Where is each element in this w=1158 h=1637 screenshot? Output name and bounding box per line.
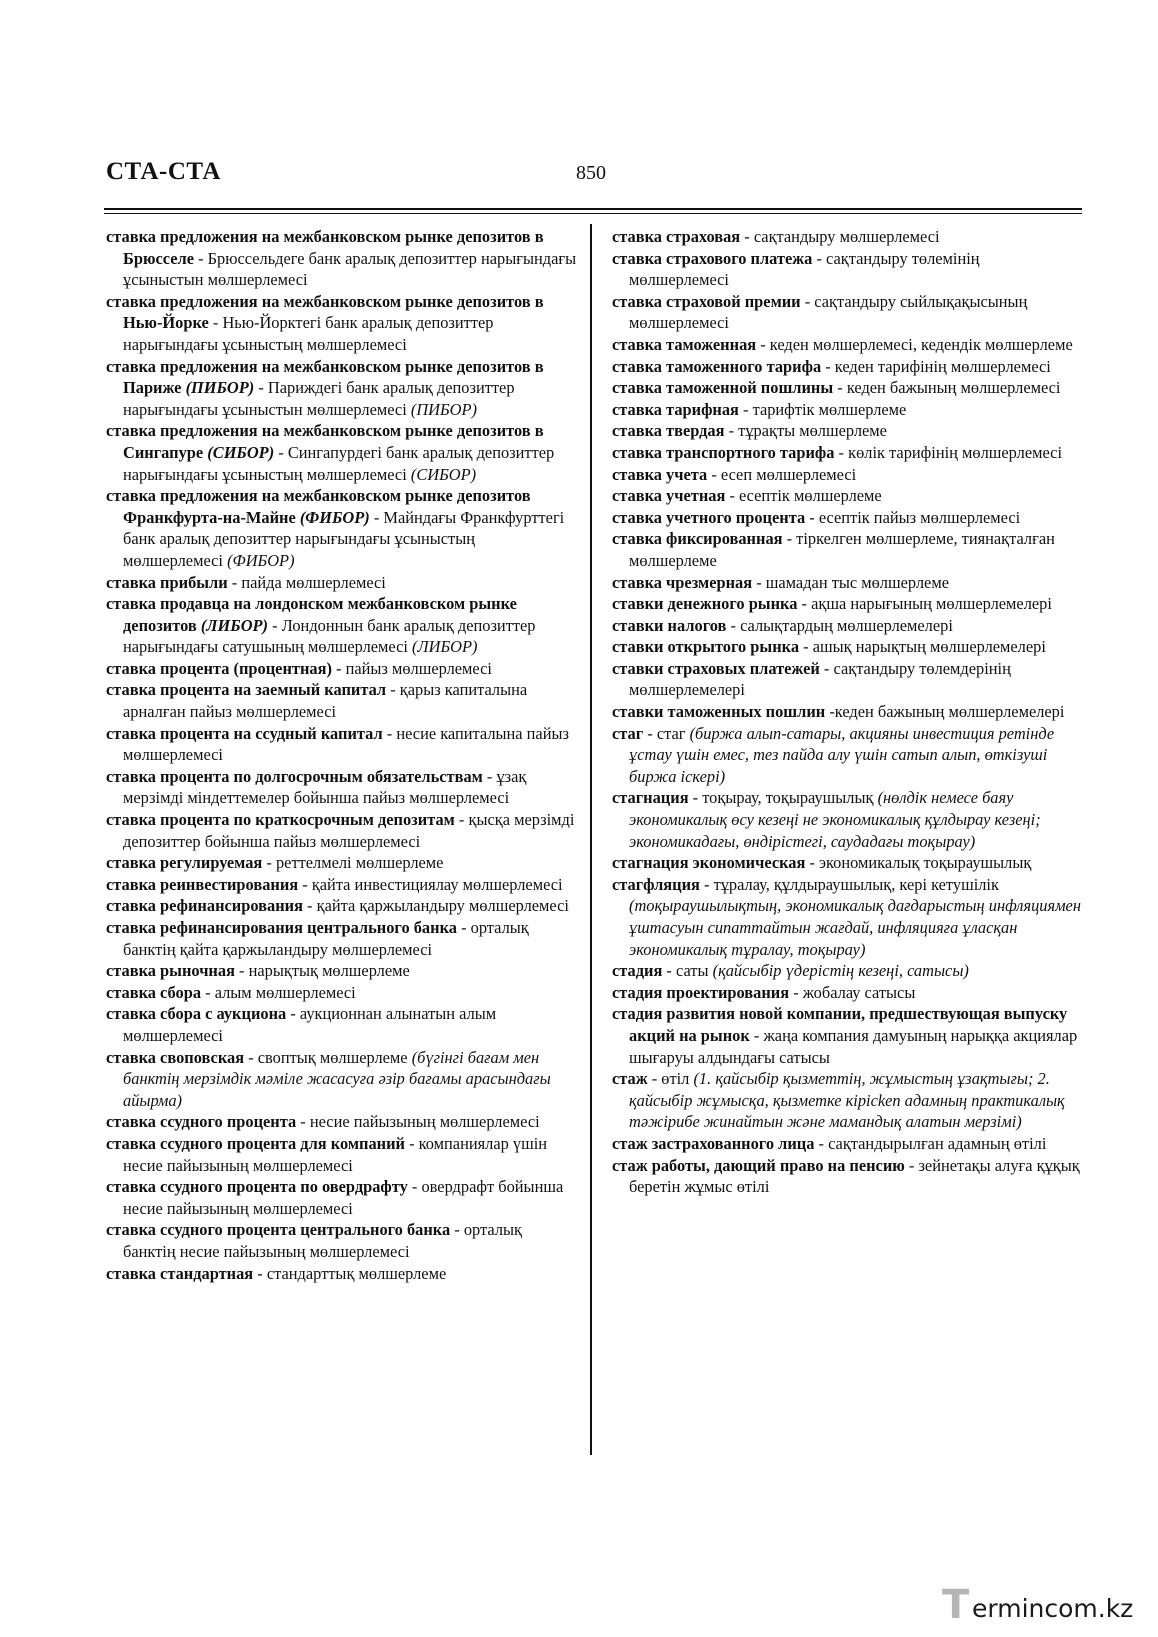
entry-headword: стагфляция [612,874,700,894]
dictionary-entry [612,1068,1082,1133]
entry-definition: своптық мөлшерлеме [257,1047,408,1067]
entry-definition: Майндағы Франкфурттегі банк аралық депозиттер нарығындағы ұсыныстың мөлшерлемесі [123,507,565,570]
entry-separator: - [404,1133,419,1153]
column-divider [590,224,592,1455]
dictionary-entry [106,917,578,960]
entry-note: (қайсыбір үдерістің кезеңі, сатысы) [712,961,969,981]
dictionary-entry [106,679,578,722]
entry-separator: - [726,615,741,635]
entry-headword: ставка рефинансирования центрального банка [106,918,457,937]
entry-definition: несие капиталына пайыз мөлшерлемесі [123,723,569,765]
entry-definition: несие пайызының мөлшерлемесі [309,1112,540,1132]
entry-headword: ставка тарифная [612,399,739,419]
entry-definition: пайыз мөлшерлемесі [345,658,492,678]
entry-definition: тіркелген мөлшерлеме, тиянақталған мөлшерлеме [629,529,1055,570]
entry-separator: - [699,874,714,894]
entry-headword: ставки открытого рынка [612,637,800,657]
entry-headword: ставка процента на ссудный капитал [106,723,383,743]
entry-headword: ставка ссудного процента по овердрафту [106,1177,408,1197]
entry-note: (нөлдік немесе баяу экономикалық өсу кезеңі не экономикалық құлдырау кезеңі; экономикадағы, өндірістегі, саудадағы тоқырау) [629,788,1041,851]
entry-headword: стагнация экономическая [612,853,806,873]
entry-definition: қысқа мерзімді депозиттер бойынша пайыз мөлшерлемесі [123,810,575,851]
dictionary-entry [612,572,1082,594]
entry-separator: - [821,356,835,376]
entry-definition: салықтардың мөлшерлемелері [740,615,953,635]
entry-definition: ашық нарықтың мөлшерлемелері [812,637,1046,657]
dictionary-entry [106,874,578,896]
entry-definition: алым мөлшерлемесі [214,982,356,1002]
entry-separator: - [814,1133,829,1153]
entry-separator: - [274,442,288,462]
entry-headword: ставка фиксированная [612,529,783,549]
entry-separator: - [201,982,215,1002]
dictionary-entry [612,1155,1082,1198]
entry-note: (СИБОР) [410,464,477,484]
entry-definition: қайта қаржыландыру мөлшерлемесі [316,896,569,916]
entry-separator: - [904,1155,919,1175]
entry-separator: - [738,399,753,419]
entry-separator: - [369,507,384,527]
entry-separator: - [752,572,766,592]
entry-separator: - [662,961,676,981]
entry-separator: - [331,658,346,678]
entry-separator: - [386,680,400,700]
entry-definition: саты [675,961,709,981]
dictionary-entry [106,658,578,680]
page-header-title: СТА-СТА [106,158,221,185]
entry-headword: ставка учетная [612,486,726,506]
entry-separator: - [482,766,497,786]
entry-separator: - [812,248,826,268]
entry-headword: ставка предложения на межбанковском рынке депозитов в Брюсселе [106,227,544,268]
dictionary-entry [612,507,1082,529]
dictionary-entry [106,420,578,485]
entry-note: (ПИБОР) [410,399,477,419]
entry-separator: - [296,1112,310,1132]
dictionary-entry [106,1219,578,1262]
dictionary-entry [612,1133,1082,1155]
entry-separator: - [724,421,739,441]
entry-separator: - [789,982,803,1002]
entry-separator: - [298,874,312,894]
entry-definition: есептік мөлшерлеме [739,486,882,506]
entry-headword: стаж застрахованного лица [612,1133,815,1153]
entry-definition: тұрақты мөлшерлеме [738,421,887,441]
entry-headword: стадия развития новой компании, предшествующая выпуску акций на рынок [612,1004,1068,1045]
entry-headword: ставки страховых платежей [612,658,820,678]
dictionary-entry [612,982,1082,1004]
entry-abbreviation-wrap [203,443,274,462]
entry-headword: ставка продавца на лондонском межбанковском рынке депозитов [106,594,517,635]
entry-abbreviation: (ПИБОР) [185,378,255,398]
entry-headword: ставки денежного рынка [612,594,798,614]
dictionary-entry [612,701,1082,723]
entry-note: (бүгінгі бағам мен банктің мерзімдік мәміле жасасуға әзір бағамы арасындағы айырма) [123,1047,551,1110]
dictionary-entry [106,1133,578,1176]
entry-note: (ЛИБОР) [412,637,478,657]
entry-separator: - [234,961,249,981]
entry-headword: ставка рыночная [106,961,235,981]
entry-headword: ставка чрезмерная [612,572,753,592]
dictionary-entry [106,1263,578,1285]
entry-headword: ставка рефинансирования [106,896,303,916]
entry-note: (биржа алып-сатары, акцияны инвестиция ретінде ұстау үшін емес, тез пайда алу үшін сатып алып, өткізуші биржа іскері) [629,723,1055,786]
dictionary-entry [106,291,578,356]
entry-headword: ставка реинвестирования [106,874,299,894]
entry-separator: - [454,810,469,830]
entry-separator: - [193,248,208,268]
header-rule-thick [104,208,1082,210]
entry-separator: - [799,637,813,657]
entry-note: (тоқыраушылықтың, экономикалық дағдарыстың инфляциямен ұштасуын сипаттайтын жағдай, инфляцияға ұласқан экономикалық тұралау, тоқырау) [629,896,1081,959]
entry-note: (ФИБОР) [227,550,295,570]
entry-definition: кеден тарифінің мөлшерлемесі [834,356,1051,376]
entry-definition: Нью-Йорктегі банк аралық депозиттер нарығындағы ұсыныстың мөлшерлемесі [123,313,494,354]
entry-headword: ставка таможенной пошлины [612,378,834,398]
entry-headword: стаг [612,723,644,743]
dictionary-entry [612,787,1082,852]
entry-headword: ставка предложения на межбанковском рынке депозитов Франкфурта-на-Майне [106,486,531,527]
entry-definition: сақтандыру мөлшерлемесі [753,227,940,246]
dictionary-entry [612,356,1082,378]
entry-definition: ұзақ мерзімді міндеттемелер бойынша пайыз мөлшерлемесі [123,766,527,808]
entry-headword: ставки таможенных пошлин [612,702,826,722]
entry-separator: - [819,658,834,678]
entry-definition: стандарттық мөлшерлеме [266,1263,447,1283]
entry-definition: орталық банктің несие пайызының мөлшерлемесі [123,1220,522,1261]
entry-definition: Лондоннын банк аралық депозиттер нарығындағы сатушының мөлшерлемесі [123,615,536,657]
entry-separator: - [382,723,397,743]
entry-separator: - [805,853,820,873]
dictionary-entry [612,442,1082,464]
site-logo [942,1582,1152,1630]
entry-headword: ставка учета [612,464,708,484]
entry-separator: - [834,442,849,462]
entry-headword: ставка учетного процента [612,507,806,527]
dictionary-entry [612,852,1082,874]
entry-definition: орталық банктің қайта қаржыландыру мөлшерлемесі [123,918,529,959]
entry-note: (1. қайсыбір қызметтің, жұмыстың ұзақтығы; 2. қайсыбір жұмысқа, қызметке кірісken адамның практикалық тәжірибе жинайтын және мамандық алатын мерзімі) [629,1069,1065,1132]
dictionary-entry [106,960,578,982]
entry-definition: зейнетақы алуға құқық беретін жұмыс өтілі [629,1155,1080,1197]
entry-headword: ставка ссудного процента центрального банка [106,1220,451,1240]
entry-headword: ставка транспортного тарифа [612,442,835,462]
dictionary-entry [612,334,1082,356]
entry-headword: ставка стандартная [106,1263,254,1283]
entry-separator: - [740,227,754,246]
entry-separator: - [286,1004,300,1024]
dictionary-entry [612,464,1082,486]
entry-headword: ставка процента по краткосрочным депозитам [106,810,455,830]
dictionary-entry [612,960,1082,982]
entry-definition: кеден мөлшерлемесі, кедендік мөлшерлеме [769,334,1073,354]
dictionary-entry [106,1003,578,1046]
dictionary-entry [612,485,1082,507]
dictionary-entry [612,615,1082,637]
entry-headword: ставки налогов [612,615,727,635]
entry-abbreviation-wrap [296,508,370,527]
dictionary-entry [106,1176,578,1219]
entry-abbreviation: (СИБОР) [207,442,275,462]
dictionary-entry [612,636,1082,658]
entry-headword: ставка предложения на межбанковском рынке депозитов в Сингапуре [106,421,544,462]
entry-definition: стаг [656,723,686,743]
dictionary-entry [612,593,1082,615]
page-number: 850 [576,162,606,184]
dictionary-entry [106,852,578,874]
logo-letter-t: T [942,1582,970,1628]
entry-definition: сақтандыру сыйлықақысының мөлшерлемесі [629,291,1028,333]
entry-headword: ставка процента (процентная) [106,658,332,678]
dictionary-entry [612,658,1082,701]
entry-headword: ставка ссудного процента для компаний [106,1133,405,1153]
entry-definition: аукционнан алынатын алым мөлшерлемесі [123,1004,497,1045]
entry-headword: стаж [612,1069,648,1089]
entry-headword: стадия [612,961,663,981]
entry-definition: пайда мөлшерлемесі [241,572,386,592]
entry-headword: ставка таможенного тарифа [612,356,822,376]
entry-separator: - [268,615,282,635]
dictionary-entry [612,1003,1082,1068]
entry-separator: - [797,594,812,614]
entry-headword: ставка таможенная [612,334,757,354]
entry-separator: - [647,1069,662,1089]
dictionary-entry [106,1047,578,1112]
dictionary-entry [106,356,578,421]
entry-definition: реттелмелі мөлшерлеме [275,853,444,873]
dictionary-entry [106,766,578,809]
entry-separator: - [450,1220,464,1240]
entry-separator: - [707,464,721,484]
logo-text: ermincom.kz [972,1594,1134,1623]
entry-headword: ставка ссудного процента [106,1112,297,1132]
entry-separator: - [262,853,276,873]
entry-separator: - [227,572,242,592]
entry-definition: есептік пайыз мөлшерлемесі [818,507,1021,527]
dictionary-entry [612,399,1082,421]
entry-separator: - [244,1047,258,1067]
entry-separator: - [825,702,835,722]
entry-separator: - [749,1025,764,1045]
entry-definition: нарықтық мөлшерлеме [248,961,410,981]
entry-headword: ставка своповская [106,1047,245,1067]
entry-definition: сақтандырылған адамның өтілі [828,1133,1047,1153]
entry-separator: - [643,723,657,743]
entry-headword: стадия проектирования [612,982,790,1002]
header-rule-thin [104,213,1082,214]
dictionary-entry [612,377,1082,399]
entry-headword: ставка прибыли [106,572,228,592]
entry-separator: - [302,896,317,916]
entry-separator: - [208,313,223,333]
entry-headword: ставка сбора [106,982,202,1002]
entry-definition: қарыз капиталына арналған пайыз мөлшерлемесі [123,680,528,722]
entry-definition: сақтандыру төлемінің мөлшерлемесі [629,248,980,290]
entry-separator: - [407,1177,422,1197]
entry-headword: ставка процента по долгосрочным обязательствам [106,766,483,786]
dictionary-entry [612,420,1082,442]
entry-abbreviation-wrap [181,378,254,397]
dictionary-entry [612,248,1082,291]
entry-abbreviation: (ЛИБОР) [200,615,268,635]
entry-definition: жаңа компания дамуының нарыққа акциялар шығаруы алдындағы сатысы [629,1025,1078,1067]
entry-separator: - [253,1263,267,1283]
entry-abbreviation: (ФИБОР) [299,507,370,527]
entry-definition: Брюссельдеге банк аралық депозиттер нарығындағы ұсыныстын мөлшерлемесі [123,248,577,290]
entry-definition: ақша нарығының мөлшерлемелері [811,594,1052,614]
dictionary-entry [106,809,578,852]
entry-definition: сақтандыру төлемдерінің мөлшерлемелері [629,658,1011,700]
entry-headword: ставка регулируемая [106,853,263,873]
entry-separator: - [782,529,797,549]
dictionary-entry [106,895,578,917]
entry-definition: тарифтік мөлшерлеме [752,399,907,419]
dictionary-entry [612,874,1082,960]
dictionary-entry [612,723,1082,788]
entry-headword: ставка процента на заемный капитал [106,680,387,700]
entry-definition: компаниялар үшін несие пайызының мөлшерлемесі [123,1133,548,1175]
dictionary-entry [106,1111,578,1133]
entry-headword: ставка страхового платежа [612,248,813,268]
entry-definition: шамадан тыс мөлшерлеме [765,572,949,592]
entry-headword: ставка страховая [612,227,741,246]
dictionary-entry [106,226,578,291]
entry-definition: көлік тарифінің мөлшерлемесі [848,442,1062,462]
entry-separator: - [688,788,703,808]
entry-definition: жобалау сатысы [802,982,916,1002]
entry-headword: ставка страховой премии [612,291,801,311]
entry-definition: қайта инвестициялау мөлшерлемесі [311,874,563,894]
entry-separator: - [805,507,819,527]
entry-separator: - [725,486,739,506]
entry-separator: - [800,291,815,311]
entry-separator: - [254,378,268,398]
entry-definition: кеден бажының мөлшерлемелері [834,702,1065,722]
dictionary-entry [106,485,578,571]
left-column [106,226,578,1284]
entry-separator: - [833,378,847,398]
entry-definition: өтіл [661,1069,690,1089]
entry-definition: кеден бажының мөлшерлемесі [846,378,1061,398]
entry-headword: ставка предложения на межбанковском рынке депозитов в Париже [106,356,544,398]
entry-definition: есеп мөлшерлемесі [720,464,857,484]
entry-headword: стагнация [612,788,689,808]
dictionary-entry [612,226,1082,248]
entry-definition: экономикалық тоқыраушылық [819,853,1032,873]
entry-definition: овердрафт бойынша несие пайызының мөлшерлемесі [123,1177,564,1218]
entry-definition: Париждегі банк аралық депозиттер нарығындағы ұсыныстын мөлшерлемесі [123,378,515,419]
entry-headword: стаж работы, дающий право на пенсию [612,1155,905,1175]
entry-definition: тұралау, құлдыраушылық, кері кетушілік [713,874,999,894]
right-column [612,226,1082,1198]
entry-definition: Сингапурдегі банк аралық депозиттер нарығындағы ұсыныстың мөлшерлемесі [123,442,555,484]
entry-definition: тоқырау, тоқыраушылық [702,788,874,808]
entry-separator: - [756,334,770,354]
dictionary-entry [106,572,578,594]
entry-headword: ставка твердая [612,421,725,441]
entry-abbreviation-wrap [197,616,268,635]
dictionary-entry [106,593,578,658]
dictionary-entry [106,723,578,766]
dictionary-entry [612,528,1082,571]
entry-separator: - [456,918,471,937]
dictionary-entry [612,291,1082,334]
entry-headword: ставка сбора с аукциона [106,1004,287,1024]
dictionary-entry [106,982,578,1004]
entry-headword: ставка предложения на межбанковском рынке депозитов в Нью-Йорке [106,291,544,333]
